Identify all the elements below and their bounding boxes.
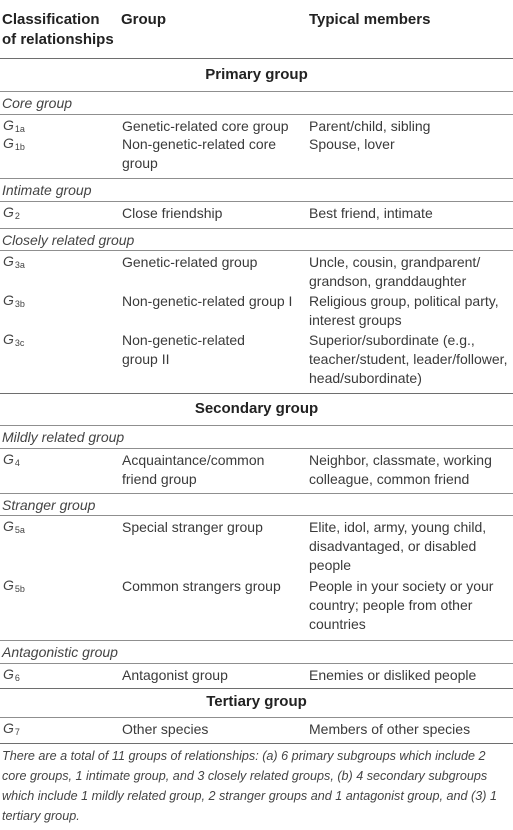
row-group-line: group II	[122, 351, 170, 367]
header-classification-line2: of relationships	[2, 31, 114, 48]
row-group-line: Antagonist group	[122, 667, 228, 683]
row-label	[3, 666, 20, 682]
row-members-line: People in your society or your	[309, 578, 494, 594]
header-classification-line1: Classification	[2, 11, 100, 28]
row-members-line: countries	[309, 616, 366, 632]
row-members	[309, 331, 507, 388]
row-members-line: country; people from other	[309, 597, 473, 613]
row-members-line: Elite, idol, army, young child,	[309, 519, 487, 535]
category-closely-rule	[0, 250, 513, 251]
row-group-line: Genetic-related core group	[122, 118, 289, 134]
row-label-letter: G	[3, 720, 14, 736]
row-members	[309, 253, 480, 291]
row-label-subscript: 6	[14, 673, 20, 683]
row-group-line: Non-genetic-related	[122, 332, 245, 348]
row-group	[122, 720, 208, 739]
row-group	[122, 204, 222, 223]
category-closely: Closely related group	[2, 232, 135, 248]
row-label	[3, 204, 20, 220]
row-label	[3, 331, 24, 347]
row-label	[3, 253, 25, 269]
row-rule	[0, 640, 513, 641]
footnote: There are a total of 11 groups of relationships: (a) 6 primary subgroups which include 2 core groups, 1 intimate group, and 3 closely related groups, (b) 4 secondary subgroups which include 1 mildly related group, 2 stranger groups and 1 antagonist group, and (3) 1 tertiary group.	[2, 749, 497, 823]
header-members: Typical members	[309, 11, 431, 28]
section-secondary-top-rule	[0, 393, 513, 394]
row-members-line: people	[309, 557, 352, 573]
row-group	[122, 135, 276, 173]
category-intimate: Intimate group	[2, 182, 92, 198]
category-antagonistic-rule	[0, 663, 513, 664]
category-mildly-rule	[0, 448, 513, 449]
row-label-letter: G	[3, 577, 14, 593]
row-members	[309, 577, 493, 634]
row-members-line: Parent/child, sibling	[309, 118, 431, 134]
row-members	[309, 451, 492, 489]
row-label-letter: G	[3, 451, 14, 467]
row-label	[3, 135, 25, 151]
row-members-line: Spouse, lover	[309, 136, 395, 152]
row-group-line: Genetic-related group	[122, 254, 258, 270]
row-rule	[0, 493, 513, 494]
row-members-line: Superior/subordinate (e.g.,	[309, 332, 475, 348]
row-members-line: disadvantaged, or disabled	[309, 538, 477, 554]
category-core-rule	[0, 114, 513, 115]
row-label	[3, 117, 25, 133]
row-label	[3, 577, 25, 593]
row-group-line: Common strangers group	[122, 578, 281, 594]
section-tertiary-top-rule	[0, 688, 513, 689]
row-label-subscript: 5a	[14, 525, 25, 535]
section-tertiary: Tertiary group	[206, 693, 307, 710]
row-group	[122, 253, 257, 272]
row-rule	[0, 178, 513, 179]
row-label-subscript: 7	[14, 727, 20, 737]
section-secondary-rule	[0, 425, 513, 426]
row-members	[309, 135, 395, 154]
row-group	[122, 451, 264, 489]
row-label-letter: G	[3, 666, 14, 682]
row-members-line: Neighbor, classmate, working	[309, 452, 492, 468]
row-label	[3, 292, 25, 308]
row-group-line: Non-genetic-related group I	[122, 293, 293, 309]
row-members-line: Uncle, cousin, grandparent/	[309, 254, 481, 270]
section-primary-rule	[0, 91, 513, 92]
row-members-line: grandson, granddaughter	[309, 273, 467, 289]
row-label-subscript: 1a	[14, 124, 25, 134]
row-label-subscript: 3b	[14, 299, 25, 309]
category-stranger: Stranger group	[2, 497, 96, 513]
row-rule	[0, 228, 513, 229]
row-group	[122, 292, 292, 311]
row-members-line: Enemies or disliked people	[309, 667, 477, 683]
row-label-letter: G	[3, 117, 14, 133]
row-label-subscript: 3c	[14, 338, 25, 348]
row-label-letter: G	[3, 253, 14, 269]
row-members	[309, 292, 499, 330]
row-group-line: Non-genetic-related core	[122, 136, 277, 152]
row-label-subscript: 3a	[14, 260, 25, 270]
row-label-subscript: 1b	[14, 142, 25, 152]
header-rule	[0, 58, 513, 59]
row-members-line: interest groups	[309, 312, 402, 328]
category-stranger-rule	[0, 515, 513, 516]
section-tertiary-rule	[0, 717, 513, 718]
row-group-line: Other species	[122, 721, 209, 737]
row-group-line: group	[122, 155, 158, 171]
row-members	[309, 666, 476, 685]
section-primary: Primary group	[205, 66, 308, 83]
row-group	[122, 577, 281, 596]
category-intimate-rule	[0, 201, 513, 202]
row-members-line: Religious group, political party,	[309, 293, 499, 309]
row-members-line: Members of other species	[309, 721, 471, 737]
row-members	[309, 204, 433, 223]
row-label	[3, 720, 20, 736]
category-core: Core group	[2, 95, 73, 111]
row-members-line: colleague, common friend	[309, 471, 470, 487]
row-group	[122, 331, 245, 369]
row-members-line: teacher/student, leader/follower,	[309, 351, 508, 367]
row-label-letter: G	[3, 331, 14, 347]
row-label-letter: G	[3, 204, 14, 220]
row-label	[3, 451, 20, 467]
row-group-line: friend group	[122, 471, 197, 487]
header-classification	[2, 10, 114, 50]
row-group	[122, 117, 289, 136]
row-label-letter: G	[3, 135, 14, 151]
row-label-subscript: 4	[14, 458, 20, 468]
row-group	[122, 666, 228, 685]
row-label-subscript: 2	[14, 211, 20, 221]
row-label-letter: G	[3, 292, 14, 308]
row-group-line: Close friendship	[122, 205, 223, 221]
header-group: Group	[121, 11, 166, 28]
category-antagonistic: Antagonistic group	[2, 644, 118, 660]
section-secondary: Secondary group	[194, 400, 319, 417]
row-label-letter: G	[3, 518, 14, 534]
row-members-line: head/subordinate)	[309, 370, 422, 386]
row-members	[309, 117, 430, 136]
row-label	[3, 518, 25, 534]
row-members-line: Best friend, intimate	[309, 205, 433, 221]
row-group-line: Special stranger group	[122, 519, 263, 535]
row-group	[122, 518, 263, 537]
table-bottom-rule	[0, 743, 513, 744]
row-label-subscript: 5b	[14, 584, 25, 594]
row-group-line: Acquaintance/common	[122, 452, 265, 468]
row-members	[309, 518, 486, 575]
row-members	[309, 720, 470, 739]
category-mildly: Mildly related group	[2, 429, 125, 445]
